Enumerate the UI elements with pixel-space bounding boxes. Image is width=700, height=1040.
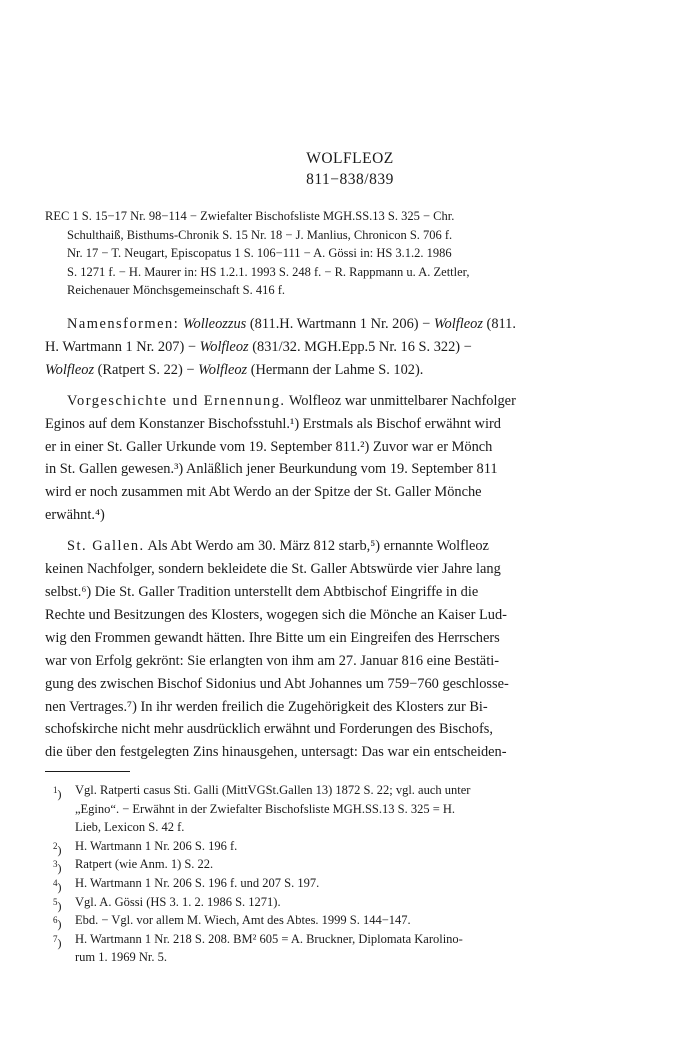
footnote-line: Lieb, Lexicon S. 42 f. (75, 820, 185, 835)
text-segment: (Hermann der Lahme S. 102). (247, 361, 424, 378)
text-line: schofskirche nicht mehr ausdrücklich erwähnt und Forderungen des Bischofs, (45, 721, 493, 738)
reference-line: Nr. 17 − T. Neugart, Episcopatus 1 S. 106−111 − A. Gössi in: HS 3.1.2. 1986 (67, 246, 452, 260)
footnote (45, 781, 662, 837)
footnote-number-text: 7 (53, 933, 58, 944)
text-line: keinen Nachfolger, sondern bekleidete die St. Galler Abtswürde vier Jahre lang (45, 561, 501, 578)
text-line (45, 359, 662, 382)
text-line: nen Vertrages.⁷) In ihr werden freilich die Zugehörigkeit des Klosters zur Bi- (45, 698, 488, 715)
section-heading: Vorgeschichte und Ernennung. (67, 392, 286, 409)
text-line: war von Erfolg gekrönt: Sie erlangten von ihm am 27. Januar 816 eine Bestäti- (45, 652, 499, 669)
text-segment: Wolfleoz (433, 316, 483, 332)
footnote-number: $^2$) (53, 840, 62, 857)
reference-line: Reichenauer Mönchsgemeinschaft S. 416 f. (67, 283, 285, 297)
text-line (45, 336, 662, 359)
paragraph-namensformen (45, 313, 662, 382)
text-segment: (831/32. MGH.Epp.5 Nr. 16 S. 322) − (248, 338, 472, 355)
footnote-number: $^1$) (53, 785, 62, 801)
footnote-line: H. Wartmann 1 Nr. 206 S. 196 f. (75, 838, 238, 853)
footnotes (45, 781, 662, 967)
footnote (45, 930, 662, 967)
reference-block (45, 207, 662, 300)
reference-line: Schulthaiß, Bisthums-Chronik S. 15 Nr. 18 − J. Manlius, Chronicon S. 706 f. (67, 227, 453, 242)
text-segment: Wolfleoz (45, 361, 95, 378)
text-line: wig den Frommen gewandt hätten. Ihre Bitte um ein Eingreifen des Herrschers (45, 629, 500, 646)
section-heading: Namensformen: (67, 316, 180, 332)
text-segment: (811. (482, 316, 516, 332)
footnote (45, 855, 662, 874)
text-line: die über den festgelegten Zins hinausgehen, untersagt: Das war ein entscheiden- (45, 744, 507, 761)
text-line (45, 390, 662, 413)
footnote-line: Ebd. − Vgl. vor allem M. Wiech, Amt des Abtes. 1999 S. 144−147. (75, 913, 411, 928)
reference-line: S. 1271 f. − H. Maurer in: HS 1.2.1. 1993 S. 248 f. − R. Rappmann u. A. Zettler, (67, 264, 470, 279)
footnote-line: Ratpert (wie Anm. 1) S. 22. (75, 857, 214, 872)
footnote-number-text: 4 (53, 877, 58, 888)
footnote-line: H. Wartmann 1 Nr. 218 S. 208. BM² 605 = A. Bruckner, Diplomata Karolino- (75, 931, 463, 946)
footnote (45, 893, 662, 912)
footnote-number-text: 6 (53, 915, 58, 926)
text-line: Eginos auf dem Konstanzer Bischofsstuhl.¹) Erstmals als Bischof erwähnt wird (45, 415, 501, 432)
footnote-line: Vgl. Ratperti casus Sti. Galli (MittVGSt.Gallen 13) 1872 S. 22; vgl. auch unter (75, 783, 471, 797)
text-line: er in einer St. Galler Urkunde vom 19. September 811.²) Zuvor war er Mönch (45, 438, 493, 455)
text-line: Rechte und Besitzungen des Klosters, wogegen sich die Mönche an Kaiser Lud- (45, 606, 507, 623)
page-subtitle-dates: 811−838/839 (306, 171, 394, 188)
footnote-number-text: 5 (53, 896, 58, 907)
footnote-number-text: 3 (53, 859, 58, 870)
footnote-divider (45, 771, 130, 772)
text-line: selbst.⁶) Die St. Galler Tradition unterstellt dem Abtbischof Eingriffe in die (45, 583, 479, 600)
text-line: in St. Gallen gewesen.³) Anläßlich jener Beurkundung vom 19. September 811 (45, 461, 498, 478)
main-text (45, 313, 662, 772)
text-segment: (Ratpert S. 22) − (94, 361, 199, 378)
text-segment: Wolfleoz (198, 361, 248, 378)
paragraph-st-gallen (45, 535, 662, 764)
text-line (45, 313, 662, 336)
footnote (45, 911, 662, 930)
text-segment: Wolfleoz (199, 338, 249, 355)
text-segment: H. Wartmann 1 Nr. 207) − (45, 338, 200, 355)
footnote-line: H. Wartmann 1 Nr. 206 S. 196 f. und 207 S. 197. (75, 875, 320, 890)
footnote-line: rum 1. 1969 Nr. 5. (75, 950, 168, 965)
text-segment: Wolleozzus (182, 316, 247, 332)
footnote-line: Vgl. A. Gössi (HS 3. 1. 2. 1986 S. 1271). (75, 894, 281, 909)
footnote-number-text: 1 (53, 785, 58, 795)
paragraph-vorgeschichte (45, 390, 662, 527)
footnote (45, 874, 662, 893)
page-title: WOLFLEOZ (306, 150, 394, 167)
text-line (45, 535, 662, 558)
section-heading: St. Gallen. (67, 538, 145, 555)
text-line: gung des zwischen Bischof Sidonius und Abt Johannes um 759−760 geschlosse- (45, 675, 509, 692)
footnote-line: „Egino“. − Erwähnt in der Zwiefalter Bischofsliste MGH.SS.13 S. 325 = H. (75, 801, 456, 816)
text-segment: Wolfleoz war unmittelbarer Nachfolger (285, 392, 516, 409)
footnote-number: $^5$) (53, 896, 62, 913)
footnote-number-text: 2 (53, 840, 58, 851)
footnote-number: $^6$) (53, 915, 62, 932)
footnote-number: $^7$) (53, 933, 62, 950)
reference-line: REC 1 S. 15−17 Nr. 98−114 − Zwiefalter Bischofsliste MGH.SS.13 S. 325 − Chr. (45, 209, 455, 223)
footnote-number: $^4$) (53, 877, 62, 894)
text-line: wird er noch zusammen mit Abt Werdo an der Spitze der St. Galler Mönche (45, 484, 482, 501)
text-segment: Als Abt Werdo am 30. März 812 starb,⁵) ernannte Wolfleoz (144, 538, 489, 555)
footnote (45, 837, 662, 856)
footnote-number: $^3$) (53, 859, 62, 876)
text-segment: (811.H. Wartmann 1 Nr. 206) − (246, 316, 434, 332)
text-line: erwähnt.⁴) (45, 507, 105, 524)
